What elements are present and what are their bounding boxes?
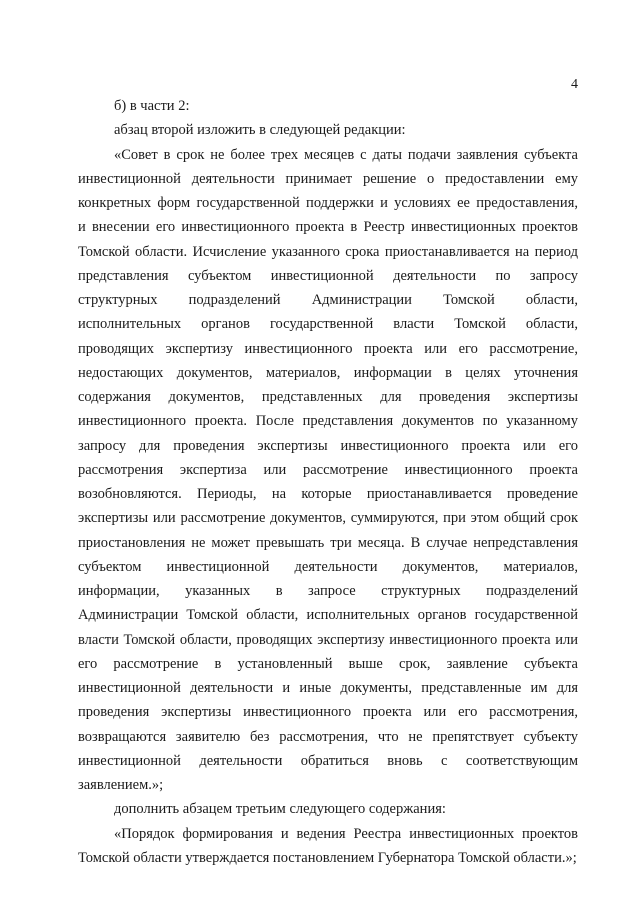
page-number: 4 xyxy=(571,77,578,92)
subsection-heading: б) в части 2: xyxy=(114,98,190,114)
added-paragraph-text: «Порядок формирования и ведения Реестра инвестиционных проектов Томской области утверждается постановлением Губернатора Томской области.»; xyxy=(78,825,578,866)
document-body xyxy=(78,94,578,870)
quoted-amendment xyxy=(78,143,578,798)
amendment-instruction-addition: дополнить абзацем третьим следующего содержания: xyxy=(114,801,446,818)
amendment-text-paragraph: «Совет в срок не более трех месяцев с даты подачи заявления субъекта инвестиционной деятельности принимает решение о предоставлении ему конкретных форм государственной поддержки и условиях ее предоставления, и внесении его инвестиционного проекта в Реестр инвестиционных проектов Томской области. Исчисление указанного срока приостанавливается на период представления субъектом инвестиционной деятельности по запросу структурных подразделений Администрации Томской области, исполнительных органов государственной власти Томской области, проводящих экспертизу инвестиционного проекта или его рассмотрение, недостающих документов, материалов, информации в целях уточнения содержания документов, представленных для проведения экспертизы инвестиционного проекта. После представления документов по указанному запросу для проведения экспертизы инвестиционного проекта или его рассмотрения экспертиза или рассмотрение инвестиционного проекта возобновляются. Периоды, на которые приостанавливается проведение экспертизы или рассмотрение документов, суммируются, при этом общий срок приостановления не может превышать три месяца. В случае непредставления субъектом инвестиционной деятельности документов, материалов, информации, указанных в запросе структурных подразделений Администрации Томской области, исполнительных органов государственной власти Томской области, проводящих экспертизу инвестиционного проекта или его рассмотрение в установленный выше срок, заявление субъекта инвестиционной деятельности и иные документы, представленные им для проведения экспертизы инвестиционного проекта или его рассмотрения, возвращаются заявителю без рассмотрения, что не препятствует субъекту инвестиционной деятельности обратиться вновь с соответствующим заявлением.»; xyxy=(78,146,578,793)
amendment-instruction: абзац второй изложить в следующей редакции: xyxy=(114,122,406,139)
